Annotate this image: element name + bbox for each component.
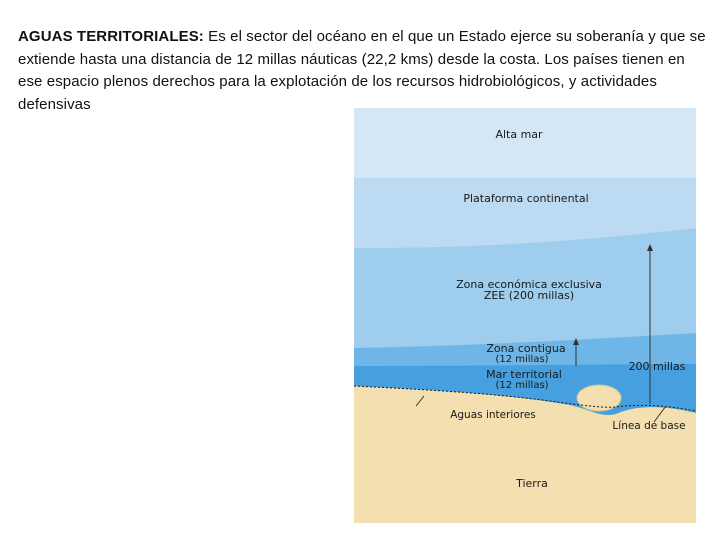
label-plataforma: Plataforma continental (463, 192, 589, 205)
label-contigua-2: (12 millas) (495, 354, 549, 365)
label-alta-mar: Alta mar (495, 128, 543, 141)
label-200-millas: 200 millas (628, 360, 686, 373)
label-mar-1: Mar territorial (486, 368, 562, 381)
label-mar-2: (12 millas) (495, 380, 549, 391)
alta-mar-band (354, 108, 696, 178)
label-tierra: Tierra (516, 477, 548, 490)
definition-paragraph (18, 26, 708, 116)
paragraph-body: Es el sector del océano en el que un Estado ejerce su soberanía y que se extiende hasta una distancia de 12 millas náuticas (22,2 kms) desde la costa. Los países tienen en ese espacio plenos derechos para la explotación de los recursos hidrobiológicos, y actividades defensivas (18, 28, 706, 113)
paragraph-lead: AGUAS TERRITORIALES: (18, 28, 204, 45)
label-zee-2: ZEE (200 millas) (483, 289, 575, 302)
label-linea-base: Línea de base (612, 420, 686, 432)
label-contigua-1: Zona contigua (486, 342, 566, 355)
maritime-zones-diagram (354, 108, 696, 523)
label-aguas-interiores: Aguas interiores (450, 409, 536, 421)
label-zee-1: Zona económica exclusiva (456, 278, 602, 291)
